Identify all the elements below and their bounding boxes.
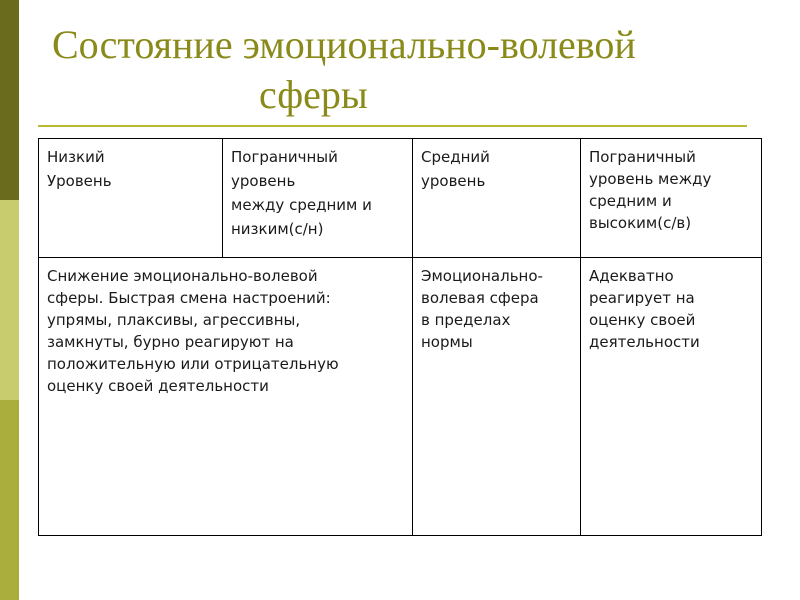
cell-text-line: Средний bbox=[421, 148, 490, 166]
cell-text-line: высоким(с/в) bbox=[589, 214, 692, 232]
cell-text-line: в пределах bbox=[421, 311, 511, 329]
levels-table bbox=[38, 138, 762, 536]
cell-text-line: оценку своей деятельности bbox=[47, 377, 269, 395]
cell-text-line: упрямы, плаксивы, агрессивны, bbox=[47, 311, 301, 329]
header-cell-low bbox=[39, 139, 223, 258]
cell-text-line: реагирует на bbox=[589, 289, 695, 307]
cell-text-line: между средним и bbox=[231, 196, 372, 214]
cell-text-line: Адекватно bbox=[589, 267, 674, 285]
row-cell-low-boundary bbox=[39, 258, 413, 536]
cell-text-line: Пограничный bbox=[589, 148, 696, 166]
decor-stripe-middle bbox=[0, 200, 19, 400]
decor-stripe-top bbox=[0, 0, 19, 200]
header-cell-low-middle bbox=[223, 139, 413, 258]
row-cell-upper-boundary bbox=[581, 258, 762, 536]
cell-text-line: деятельности bbox=[589, 333, 700, 351]
cell-text-line: уровень bbox=[421, 172, 486, 190]
cell-text-line: оценку своей bbox=[589, 311, 696, 329]
cell-text-line: Пограничный bbox=[231, 148, 338, 166]
header-cell-middle bbox=[413, 139, 581, 258]
cell-text-line: замкнуты, бурно реагируют на bbox=[47, 333, 294, 351]
cell-text-line: уровень между bbox=[589, 170, 712, 188]
cell-text-line: сферы. Быстрая смена настроений: bbox=[47, 289, 331, 307]
cell-text-line: волевая сфера bbox=[421, 289, 539, 307]
cell-text-line: Снижение эмоционально-волевой bbox=[47, 267, 318, 285]
cell-text-line: средним и bbox=[589, 192, 672, 210]
cell-text-line: Эмоционально- bbox=[421, 267, 543, 285]
slide-title-line-1: Состояние эмоционально-волевой bbox=[52, 22, 636, 67]
header-cell-middle-high bbox=[581, 139, 762, 258]
cell-text-line: Уровень bbox=[47, 172, 112, 190]
cell-text-line: нормы bbox=[421, 333, 473, 351]
cell-text-line: Низкий bbox=[47, 148, 105, 166]
row-cell-middle bbox=[413, 258, 581, 536]
table-header-row bbox=[39, 139, 762, 258]
slide-title-line-2: сферы bbox=[259, 72, 368, 117]
cell-text-line: положительную или отрицательную bbox=[47, 355, 339, 373]
table-row bbox=[39, 258, 762, 536]
cell-text-line: низким(с/н) bbox=[231, 220, 324, 238]
title-divider bbox=[38, 125, 747, 127]
cell-text-line: уровень bbox=[231, 172, 296, 190]
decor-stripe-bottom bbox=[0, 400, 19, 600]
slide-title bbox=[52, 20, 752, 120]
